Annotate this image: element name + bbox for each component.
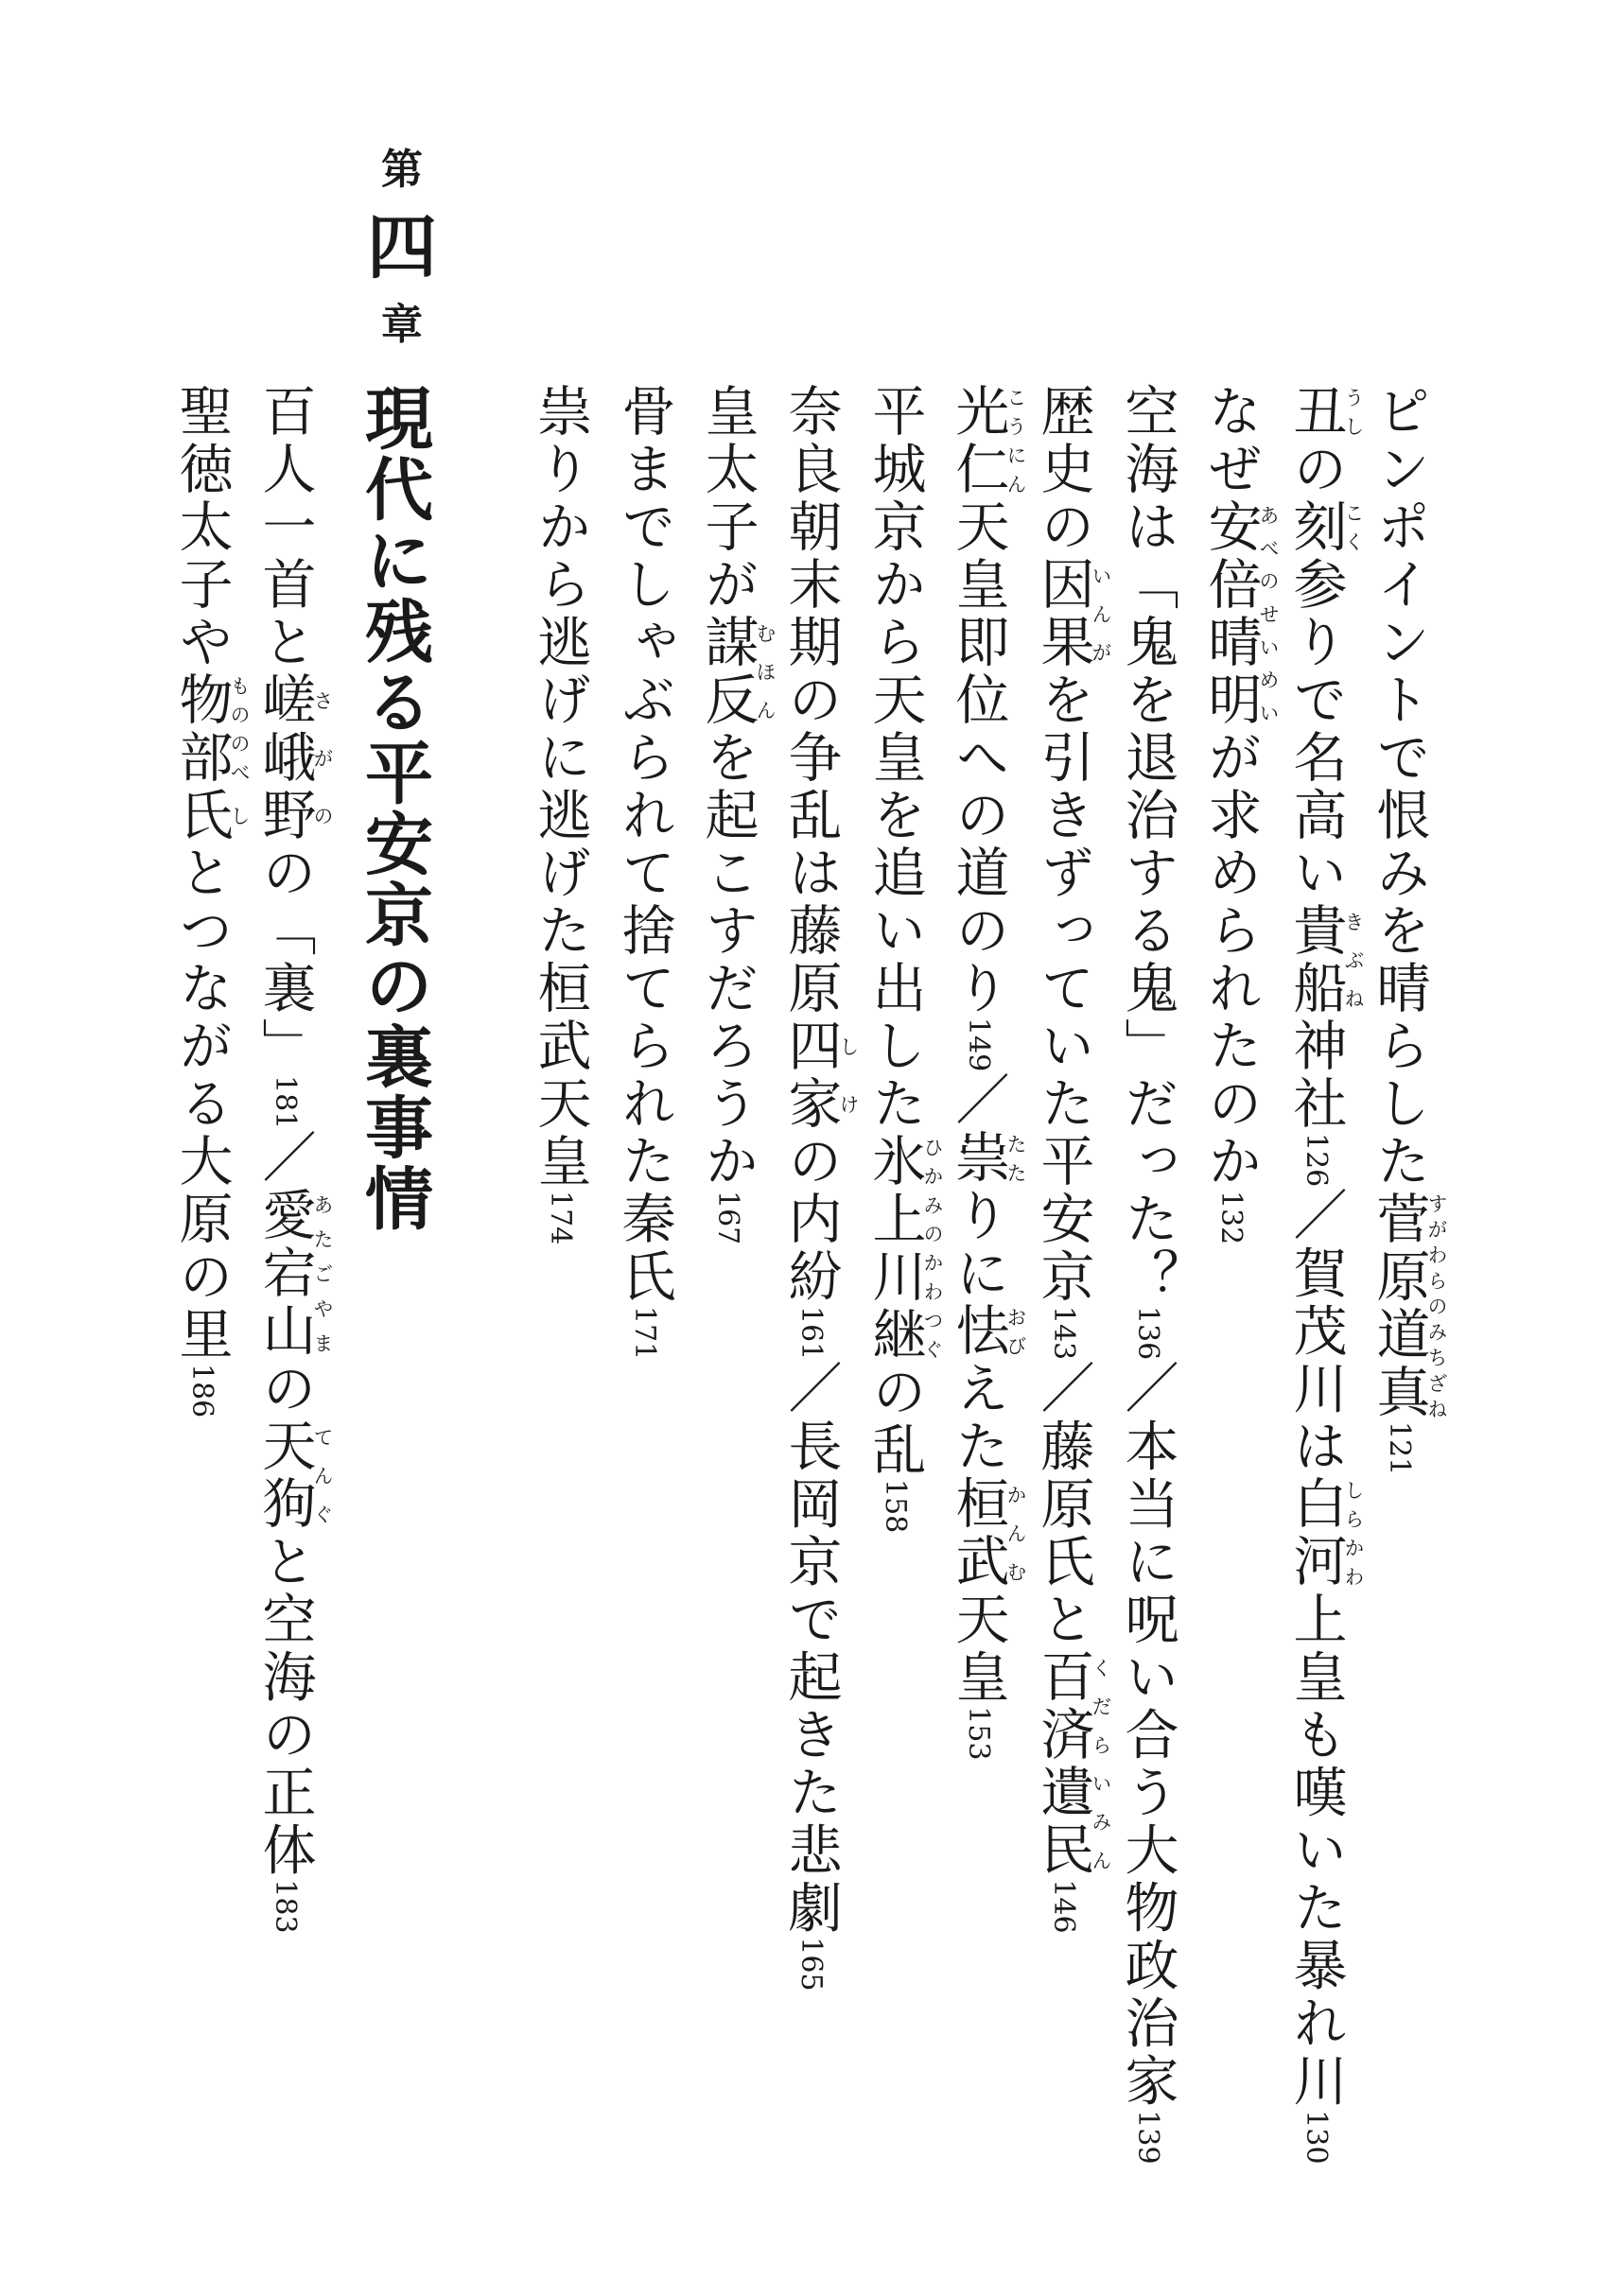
ruby-word: 謀反むほん <box>696 614 777 729</box>
page-number: 171 <box>628 1306 661 1361</box>
ruby-word: 遺民いみん <box>1032 1764 1112 1880</box>
ruby-word: 百済くだら <box>1032 1648 1112 1765</box>
page-number: 139 <box>1131 2110 1164 2165</box>
entry-text: なぜ <box>1199 383 1262 498</box>
ruby-word: 刻こく <box>1284 498 1365 556</box>
entry-text: の <box>253 1360 316 1418</box>
entry-text: の <box>1284 441 1347 498</box>
entry-text: 本当に呪い合う大物政治家 <box>1116 1418 1178 2111</box>
ruby-word: 氷上川継ひかみのかわつぐ <box>864 1133 944 1364</box>
entry-text: を引きずっていた平安京 <box>1032 671 1094 1306</box>
page-number: 183 <box>269 1879 302 1934</box>
entry-text: 神社 <box>1284 1018 1347 1133</box>
ruby-word: 白河しらかわ <box>1284 1475 1365 1592</box>
entry-text: とつながる大原の里 <box>170 844 233 1364</box>
separator: ／ <box>253 1129 316 1188</box>
ruby-word: 四家しけ <box>779 1018 860 1133</box>
toc-entry-13 <box>170 383 251 1418</box>
entry-text: 長岡京で起きた悲劇 <box>779 1418 842 1938</box>
ruby-word: 桓武かんむ <box>947 1475 1027 1592</box>
ruby-word: 安倍晴明あべのせいめい <box>1199 498 1280 729</box>
separator: ／ <box>1284 1187 1347 1245</box>
toc-entry-12 <box>253 383 334 1934</box>
chapter-number: 四 <box>367 207 437 288</box>
entry-text: 藤原氏と <box>1032 1418 1094 1649</box>
page-number: 149 <box>962 1018 995 1072</box>
chapter-label-dai: 第 <box>381 146 423 194</box>
separator: ／ <box>947 1071 1009 1130</box>
entry-text: 祟りから逃げに逃げた桓武天皇 <box>529 383 591 1191</box>
page-number: 174 <box>544 1191 577 1245</box>
toc-entry-7 <box>864 383 944 1534</box>
ruby-word: 嵯峨野さがの <box>253 671 334 844</box>
entry-text: 天皇 <box>947 1591 1009 1707</box>
page-number: 126 <box>1300 1133 1333 1188</box>
toc-entry-8 <box>779 383 860 1992</box>
toc-entry-3 <box>1199 383 1280 1245</box>
toc-entry-4 <box>1116 383 1178 2165</box>
page-number: 167 <box>711 1191 744 1245</box>
toc-entry-10 <box>613 383 675 1361</box>
chapter-title: 現代に残る平安京の裏事情 <box>354 383 434 1234</box>
entry-text: 歴史の <box>1032 383 1094 556</box>
toc-entry-9 <box>696 383 777 1245</box>
ruby-word: 物部もののべ <box>170 671 251 787</box>
entry-text: の「裏」 <box>253 844 316 1075</box>
entry-text: 骨までしゃぶられて捨てられた秦氏 <box>613 383 675 1306</box>
entry-text: 奈良朝末期の争乱は藤原 <box>779 383 842 1018</box>
page-number: 136 <box>1131 1306 1164 1361</box>
entry-text: の内紛 <box>779 1133 842 1306</box>
toc-entry-6 <box>947 383 1027 1761</box>
page-number: 181 <box>269 1075 302 1130</box>
ruby-word: 光仁こうにん <box>947 383 1027 498</box>
entry-text: 平城京から天皇を追い出した <box>864 383 926 1133</box>
chapter-label-sho: 章 <box>381 301 423 349</box>
ruby-word: 祟たた <box>947 1129 1027 1188</box>
page-number: 165 <box>794 1937 828 1992</box>
entry-text: えた <box>947 1360 1009 1476</box>
toc-entry-2 <box>1284 383 1365 2165</box>
entry-text: 百人一首と <box>253 383 316 671</box>
ruby-word: 怯おび <box>947 1302 1027 1361</box>
entry-text: 賀茂川は <box>1284 1244 1347 1476</box>
ruby-word: 天狗てんぐ <box>253 1418 334 1534</box>
page-number: 146 <box>1047 1879 1080 1934</box>
entry-text: 皇太子が <box>696 383 759 614</box>
entry-text: 上皇も嘆いた暴れ川 <box>1284 1591 1347 2111</box>
ruby-word: 菅原道真すがわらのみちざね <box>1368 1191 1448 1421</box>
ruby-word: 愛宕山あたごやま <box>253 1187 334 1361</box>
page-number: 186 <box>185 1364 218 1418</box>
entry-text: 天皇即位への道のり <box>947 498 1009 1018</box>
separator: ／ <box>1032 1360 1094 1418</box>
page-number: 153 <box>962 1706 995 1761</box>
entry-text: りに <box>947 1187 1009 1303</box>
page-number: 143 <box>1047 1306 1080 1361</box>
page-number: 132 <box>1214 1191 1248 1245</box>
ruby-word: 丑うし <box>1284 383 1365 441</box>
page-number: 161 <box>794 1306 828 1361</box>
entry-text: の乱 <box>864 1364 926 1479</box>
ruby-word: 貴船きぶね <box>1284 902 1365 1018</box>
page-number: 158 <box>879 1479 912 1534</box>
toc-entry-11 <box>529 383 591 1245</box>
toc-entry-5 <box>1032 383 1112 1934</box>
toc-entry-1 <box>1368 383 1448 1476</box>
chapter-label <box>359 142 445 388</box>
page-number: 130 <box>1300 2110 1333 2165</box>
entry-text: を起こすだろうか <box>696 729 759 1191</box>
separator: ／ <box>1116 1360 1178 1418</box>
entry-text: ピンポイントで恨みを晴らした <box>1368 383 1430 1191</box>
entry-text: 参りで名高い <box>1284 556 1347 902</box>
entry-text: と空海の正体 <box>253 1533 316 1880</box>
entry-text: が求められたのか <box>1199 729 1262 1191</box>
page-number: 121 <box>1383 1421 1416 1476</box>
separator: ／ <box>779 1360 842 1418</box>
entry-text: 聖徳太子や <box>170 383 233 671</box>
entry-text: 空海は「鬼を退治する鬼」だった？ <box>1116 383 1178 1306</box>
ruby-word: 氏し <box>170 787 251 844</box>
ruby-word: 因果いんが <box>1032 556 1112 671</box>
